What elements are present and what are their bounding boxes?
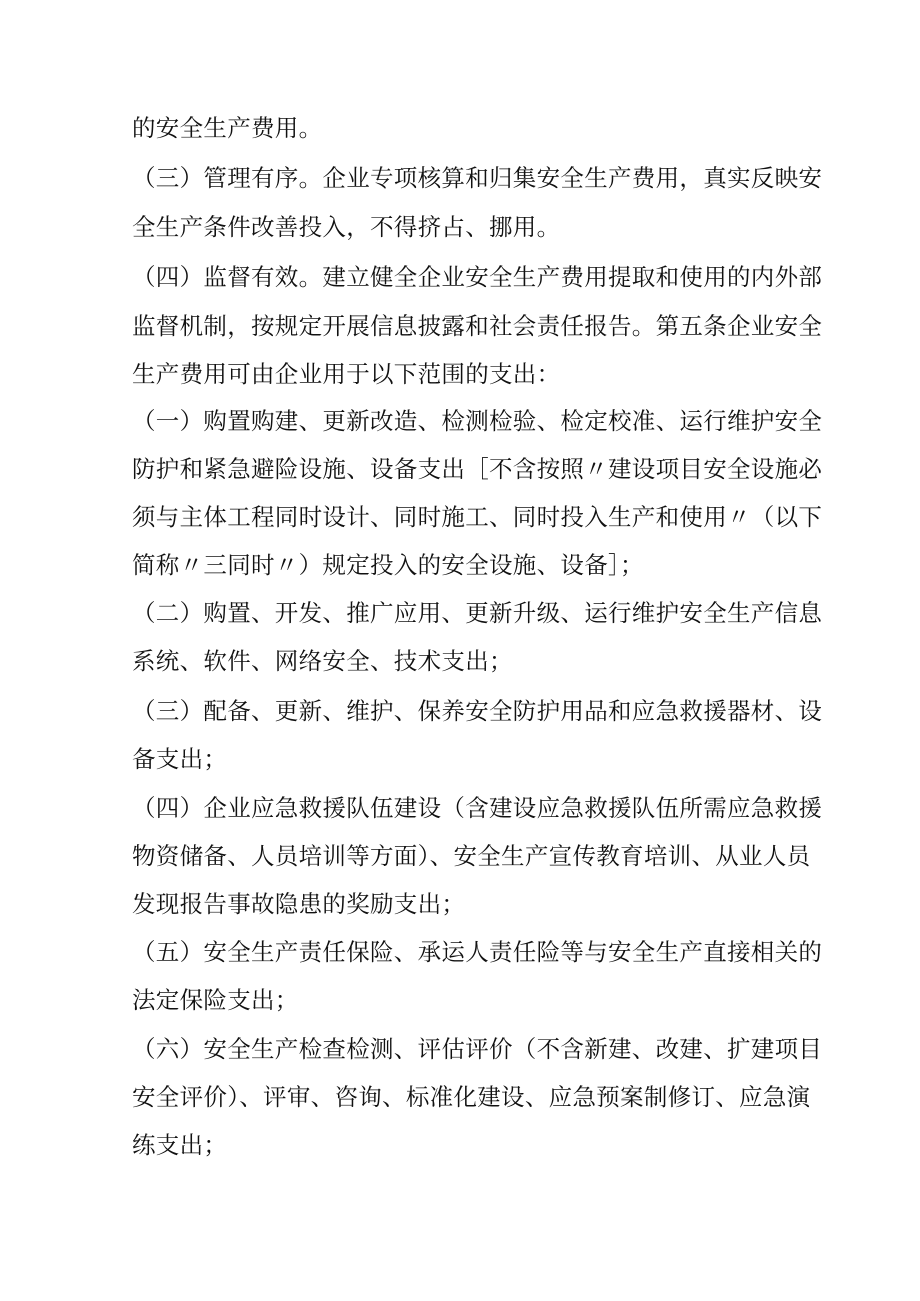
text-line: 发现报告事故隐患的奖励支出；	[132, 890, 466, 918]
text-line: （一）购置购建、更新改造、检测检验、检定校准、运行维护安全	[132, 407, 823, 435]
text-line: 简称〃三同时〃）规定投入的安全设施、设备］；	[132, 551, 644, 579]
text-line: 全生产条件改善投入，不得挤占、挪用。	[132, 213, 561, 241]
text-line: （三）管理有序。企业专项核算和归集安全生产费用，真实反映安	[132, 164, 823, 192]
text-line: 安全评价）、评审、咨询、标准化建设、应急预案制修订、应急演	[132, 1083, 811, 1111]
text-line: （四）监督有效。建立健全企业安全生产费用提取和使用的内外部	[132, 263, 823, 291]
text-line: 物资储备、人员培训等方面）、安全生产宣传教育培训、从业人员	[132, 842, 811, 870]
text-line: （三）配备、更新、维护、保养安全防护用品和应急救援器材、设	[132, 697, 823, 725]
text-line: （六）安全生产检查检测、评估评价（不含新建、改建、扩建项目	[132, 1035, 823, 1063]
text-line: （四）企业应急救援队伍建设（含建设应急救援队伍所需应急救援	[132, 794, 823, 822]
text-line: 须与主体工程同时设计、同时施工、同时投入生产和使用〃（以下	[132, 503, 823, 531]
text-line: （二）购置、开发、推广应用、更新升级、运行维护安全生产信息	[132, 599, 823, 627]
text-line: 防护和紧急避险设施、设备支出［不含按照〃建设项目安全设施必	[132, 455, 823, 483]
text-line: 法定保险支出；	[132, 986, 299, 1014]
text-line: 生产费用可由企业用于以下范围的支出：	[132, 360, 561, 388]
text-line: 系统、软件、网络安全、技术支出；	[132, 647, 513, 675]
text-line: 练支出；	[132, 1131, 228, 1159]
text-line: 监督机制，按规定开展信息披露和社会责任报告。第五条企业安全	[132, 312, 823, 340]
text-line: 备支出；	[132, 745, 228, 773]
text-line: 的安全生产费用。	[132, 114, 323, 142]
text-line: （五）安全生产责任保险、承运人责任险等与安全生产直接相关的	[132, 938, 823, 966]
